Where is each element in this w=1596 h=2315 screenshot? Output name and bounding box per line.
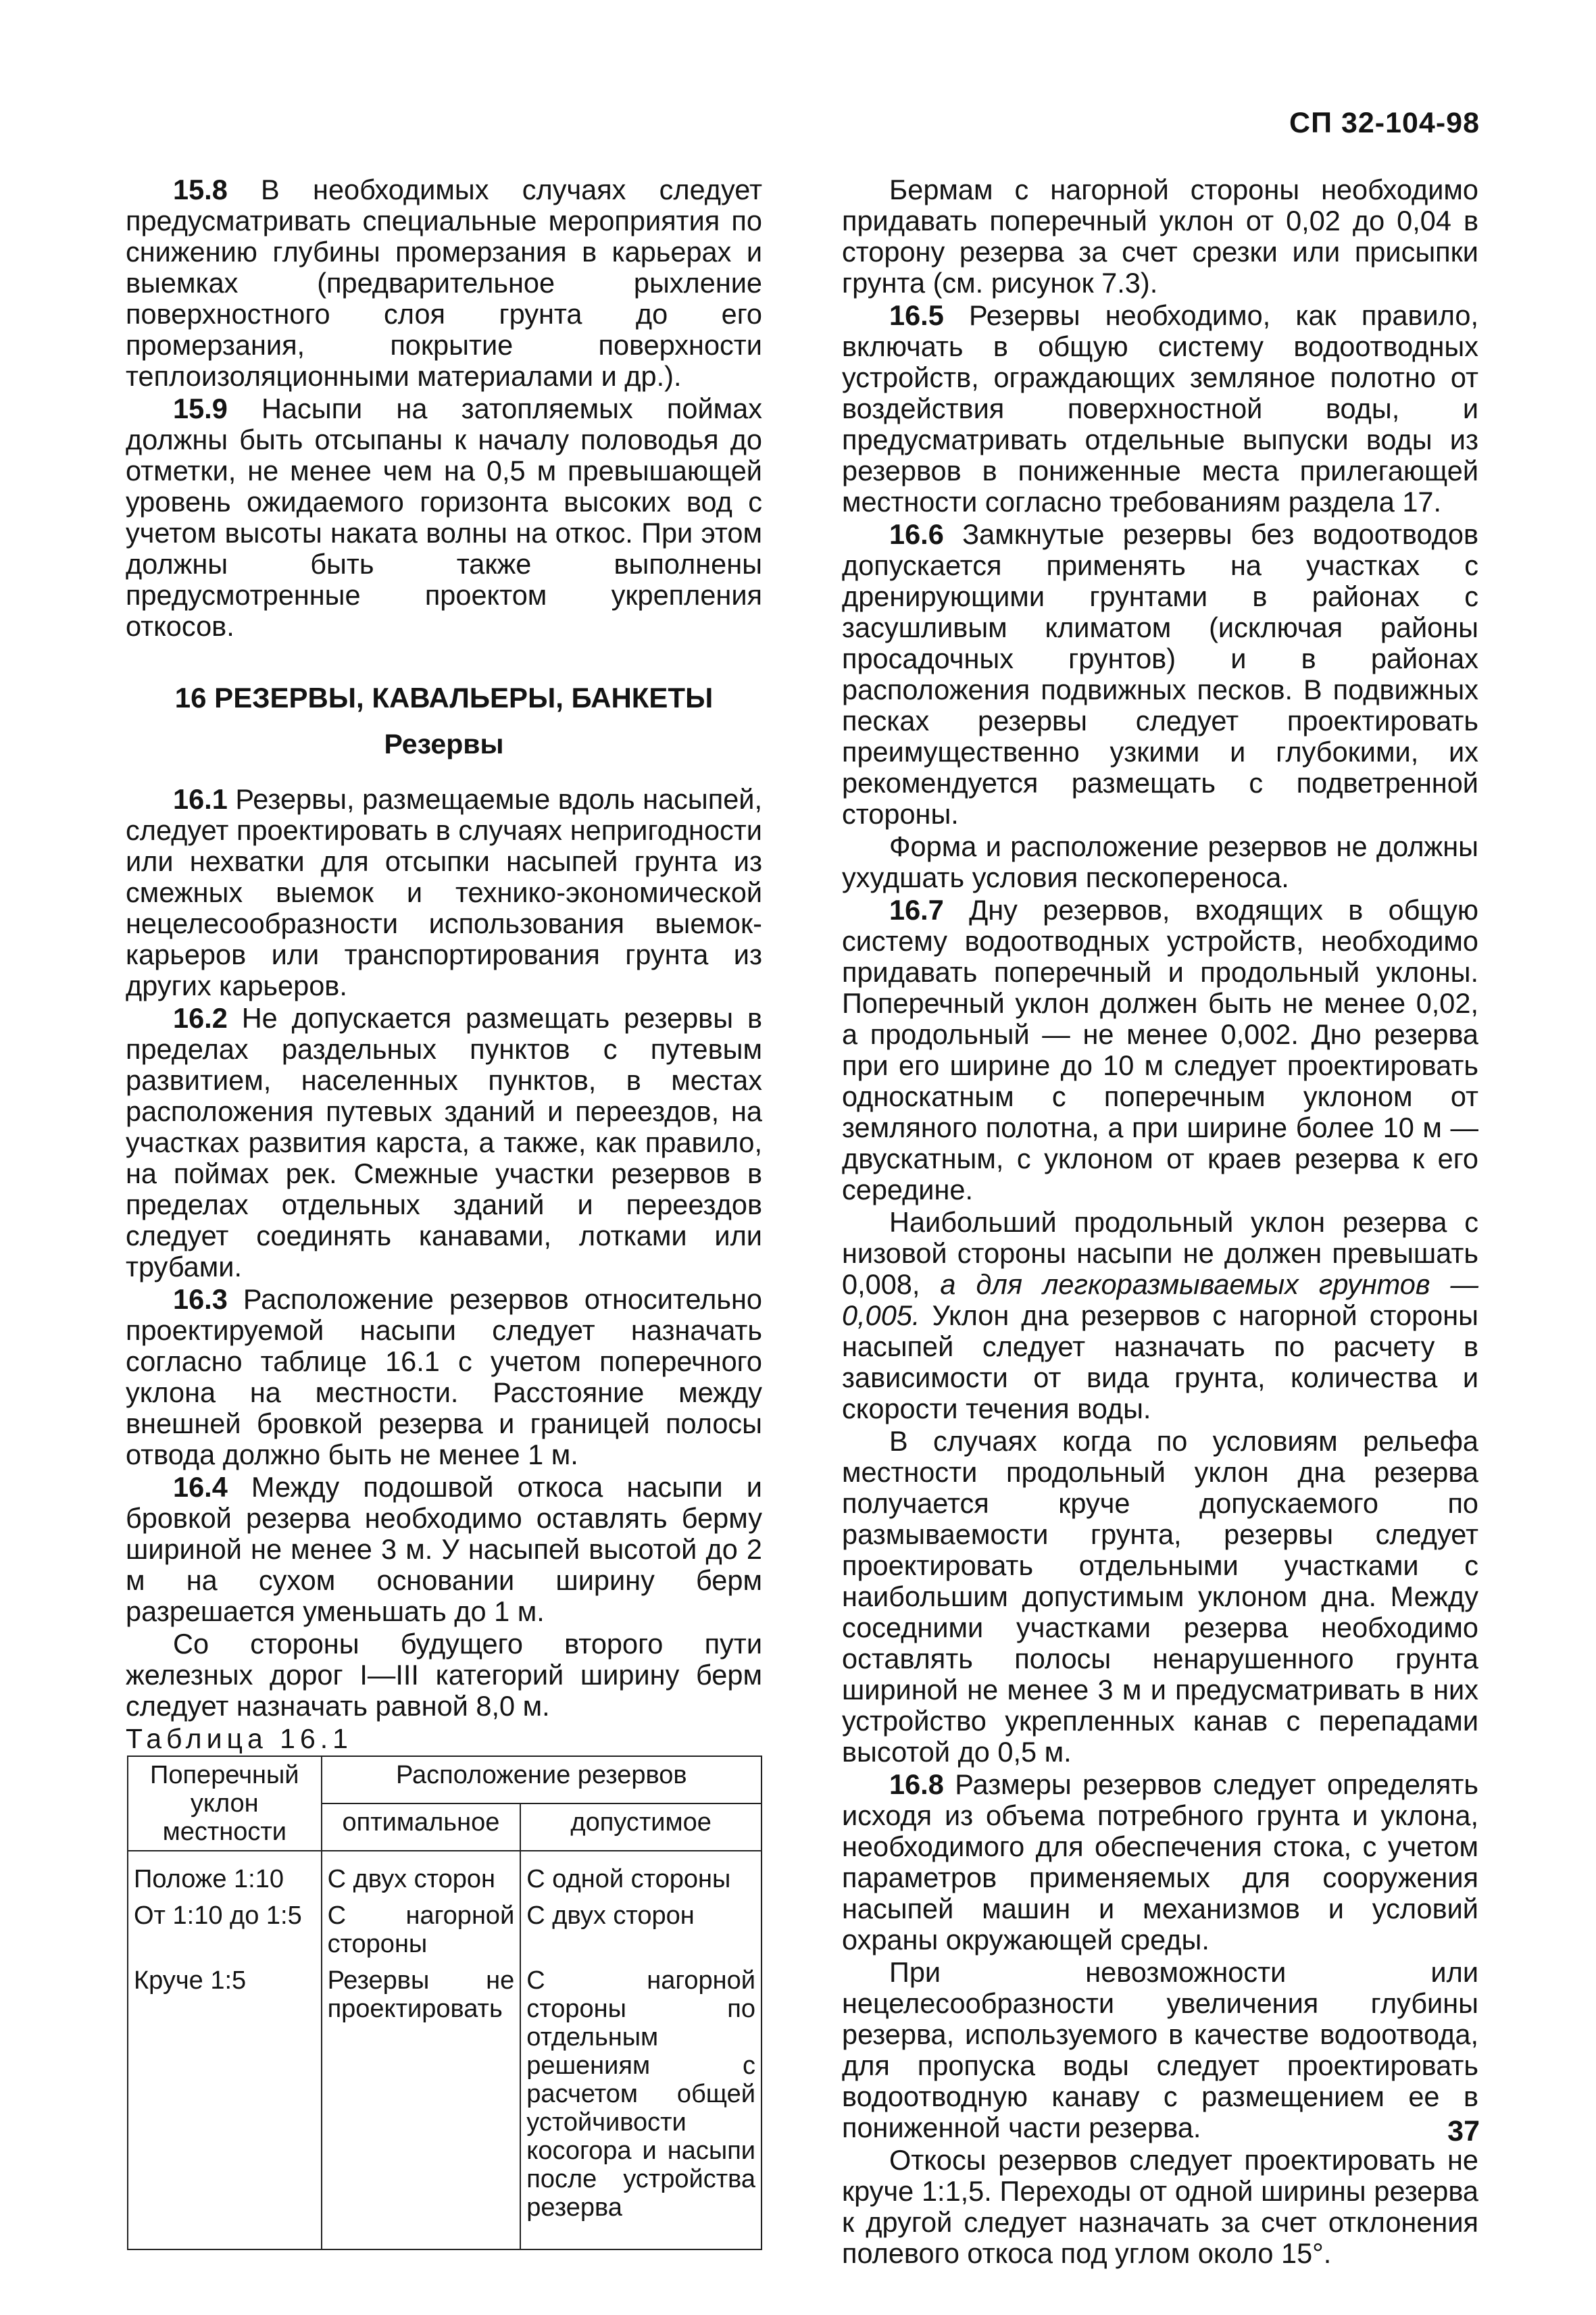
section-title: 16 РЕЗЕРВЫ, КАВАЛЬЕРЫ, БАНКЕТЫ: [174, 682, 714, 714]
clause-number: 16.8: [889, 1768, 944, 1800]
page-number: 37: [1447, 2115, 1480, 2147]
paragraph-16-3: [126, 1284, 762, 1470]
table-cell: С нагорной стороны: [322, 1897, 521, 1962]
paragraph-16-4: [126, 1472, 762, 1627]
clause-text: Дну резервов, входящих в общую систему водоотводных устройств, необходимо придавать поперечный и продольный уклоны. Поперечный уклон должен быть не менее 0,02, а продольный — не менее 0,002. Дно резерва при его ширине до 10 м следует проектировать односкатным с поперечным уклоном от земляного полотна, а при ширине более 10 м — двускатным, с уклоном от краев резерва к его середине.: [842, 894, 1478, 1205]
table-cell: Резервы не проектировать: [322, 1962, 521, 2249]
clause-number: 16.3: [173, 1283, 228, 1315]
clause-text: В необходимых случаях следует предусматривать специальные мероприятия по снижению глубины промерзания в карьерах и выемках (предварительное рыхление поверхностного слоя грунта до его промерзания, покрытие поверхности теплоизоляционными материалами и др.).: [126, 174, 762, 392]
clause-text: Замкнутые резервы без водоотводов допускается применять на участках с дренирующими грунтами в районах с засушливым климатом (исключая районы просадочных грунтов) и в районах расположения подвижных песков. В подвижных песках резервы следует проектировать преимущественно узкими и глубокими, их рекомендуется размещать с подветренной стороны.: [842, 518, 1478, 830]
paragraph-16-6: [842, 519, 1478, 830]
clause-text: Резервы необходимо, как правило, включать в общую систему водоотводных устройств, ограждающих земляное полотно от воздействия поверхностной воды, и предусматривать отдельные выпуски воды из резервов в пониженные места прилегающей местности согласно требованиям раздела 17.: [842, 299, 1478, 518]
paragraph-16-2: [126, 1003, 762, 1283]
table-cell: С двух сторон: [520, 1897, 762, 1962]
clause-text: Размеры резервов следует определять исходя из объема потребного грунта и уклона, необходимого для обеспечения стока, с учетом параметров применяемых для сооружения насыпей машин и механизмов и условий охраны окружающей среды.: [842, 1768, 1478, 1956]
paragraph-16-7-relief: В случаях когда по условиям рельефа местности продольный уклон дна резерва получается круче допускаемого по размываемости грунта, резервы следует проектировать отдельными участками с наибольшим допустимым уклоном дна. Между соседними участками резерва необходимо оставлять полосы ненарушенного грунта шириной не менее 3 м и предусматривать в них устройство укрепленных канав с перепадами высотой до 0,5 м.: [842, 1425, 1478, 1768]
clause-number: 16.1: [173, 783, 228, 815]
table-row: [128, 1897, 762, 1962]
clause-number: 15.9: [173, 393, 228, 424]
paragraph-16-8-depth: При невозможности или нецелесообразности увеличения глубины резерва, используемого в качестве водоотвода, для пропуска воды следует проектировать водоотводную канаву с размещением ее в пониженной части резерва.: [842, 1956, 1478, 2143]
header-slope: Поперечный уклон местности: [128, 1756, 322, 1851]
paragraph-16-4-berms: Со стороны будущего второго пути железных дорог I—III категорий ширину берм следует назначать равной 8,0 м.: [126, 1628, 762, 1722]
italic-text: а для легкоразмываемых грунтов — 0,005.: [842, 1268, 1478, 1331]
paragraph-16-8: [842, 1769, 1478, 1956]
table-cell: Круче 1:5: [128, 1962, 322, 2249]
table-caption: Таблица 16.1: [126, 1723, 353, 1754]
table-cell: С одной стороны: [520, 1851, 762, 1897]
clause-number: 16.2: [173, 1002, 228, 1034]
text-run: Уклон дна резервов с нагорной стороны насыпей следует назначать по расчету в зависимости от вида грунта, количества и скорости течения воды.: [842, 1299, 1478, 1424]
paragraph-16-6-form: Форма и расположение резервов не должны ухудшать условия пескопереноса.: [842, 830, 1478, 893]
clause-number: 16.4: [173, 1471, 228, 1503]
table-cell: От 1:10 до 1:5: [128, 1897, 322, 1962]
clause-text: Не допускается размещать резервы в пределах раздельных пунктов с путевым развитием, населенных пунктов, в местах расположения путевых зданий и переездов, на участках развития карста, а также, как правило, на поймах рек. Смежные участки резервов в пределах отдельных зданий и переездов следует соединять канавами, лотками или трубами.: [126, 1002, 762, 1283]
clause-text: Резервы, размещаемые вдоль насыпей, следует проектировать в случаях непригодности или нехватки для отсыпки насыпей грунта из смежных выемок и технико-экономической нецелесообразности использования выемок-карьеров или транспортирования грунта из других карьеров.: [126, 783, 762, 1001]
paragraph-15-9: [126, 393, 762, 642]
clause-text: Между подошвой откоса насыпи и бровкой резерва необходимо оставлять берму шириной не менее 3 м. У насыпей высотой до 2 м на сухом основании ширину берм разрешается уменьшать до 1 м.: [126, 1471, 762, 1627]
clause-number: 16.5: [889, 299, 944, 331]
paragraph-16-7: [842, 895, 1478, 1205]
reserves-table: [127, 1756, 762, 2250]
table-cell: Положе 1:10: [128, 1851, 322, 1897]
header-location: Расположение резервов: [322, 1756, 762, 1803]
paragraph-16-4-slope: Бермам с нагорной стороны необходимо придавать поперечный уклон от 0,02 до 0,04 в сторону резерва за счет срезки или присыпки грунта (см. рисунок 7.3).: [842, 174, 1478, 299]
subsection-title: Резервы: [384, 728, 504, 760]
table-cell: С нагорной стороны по отдельным решениям с расчетом общей устойчивости косогора и насыпи после устройства резерва: [520, 1962, 762, 2249]
clause-text: Насыпи на затопляемых поймах должны быть отсыпаны к началу половодья до отметки, не менее чем на 0,5 м превышающей уровень ожидаемого горизонта высоких вод с учетом высоты наката волны на откос. При этом должны быть также выполнены предусмотренные проектом укрепления откосов.: [126, 393, 762, 642]
paragraph-16-1: [126, 784, 762, 1001]
header-optimal: оптимальное: [322, 1803, 521, 1851]
paragraph-16-5: [842, 300, 1478, 518]
clause-number: 16.6: [889, 518, 944, 550]
paragraph-16-8-slopes: Откосы резервов следует проектировать не круче 1:1,5. Переходы от одной ширины резерва к другой следует назначать за счет отклонения полевого откоса под углом около 15°.: [842, 2144, 1478, 2269]
clause-number: 15.8: [173, 174, 228, 205]
header-acceptable: допустимое: [520, 1803, 762, 1851]
paragraph-16-7-slope: [842, 1207, 1478, 1424]
document-code: СП 32-104-98: [1289, 107, 1480, 139]
clause-text: Расположение резервов относительно проектируемой насыпи следует назначать согласно таблице 16.1 с учетом поперечного уклона на местности. Расстояние между внешней бровкой резерва и границей полосы отвода должно быть не менее 1 м.: [126, 1283, 762, 1470]
clause-number: 16.7: [889, 894, 944, 926]
right-column: [842, 174, 1478, 2270]
left-column: [126, 174, 762, 2250]
table-row: [128, 1851, 762, 1897]
table-row: [128, 1962, 762, 2249]
table-cell: С двух сторон: [322, 1851, 521, 1897]
text-run: Наибольший продольный уклон резерва с низовой стороны насыпи не должен превышать 0,008,: [842, 1206, 1478, 1300]
paragraph-15-8: [126, 174, 762, 392]
